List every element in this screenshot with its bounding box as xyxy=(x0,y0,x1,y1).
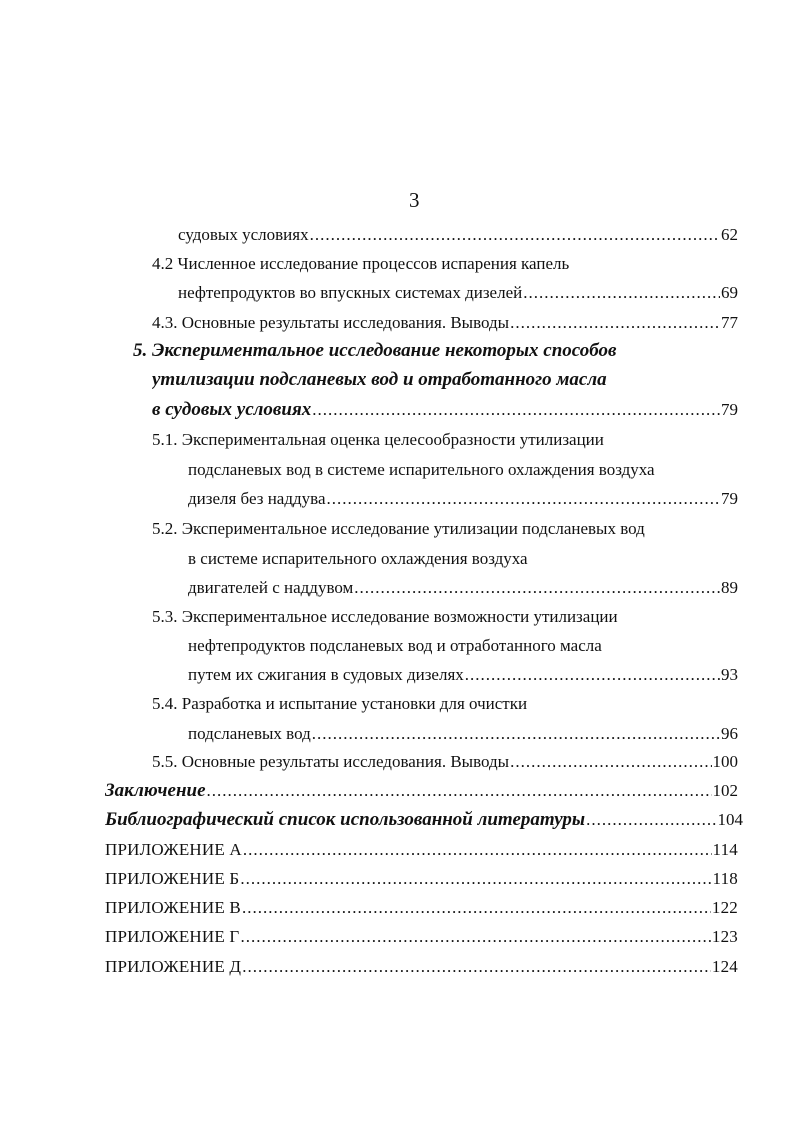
toc-chapter-heading xyxy=(152,369,752,391)
toc-entry xyxy=(152,312,738,334)
toc-entry xyxy=(188,664,738,686)
toc-entry-page: 124 xyxy=(711,957,738,976)
toc-entry-title: нефтепродуктов подсланевых вод и отработанного масла xyxy=(188,636,602,655)
toc-entry-title: ПРИЛОЖЕНИЕ А xyxy=(105,840,242,859)
toc-entry xyxy=(178,224,738,246)
toc-entry xyxy=(188,548,738,570)
toc-chapter-heading xyxy=(152,399,738,421)
toc-entry xyxy=(188,723,738,745)
toc-appendix-entry xyxy=(105,956,738,978)
toc-entry-title: нефтепродуктов во впускных системах дизелей xyxy=(178,283,523,302)
toc-entry xyxy=(152,253,738,275)
toc-leader-dots xyxy=(523,282,720,304)
toc-entry xyxy=(152,751,738,773)
toc-leader-dots xyxy=(310,224,720,246)
toc-entry-title: в системе испарительного охлаждения воздуха xyxy=(188,549,528,568)
toc-entry-page: 104 xyxy=(717,810,743,829)
toc-entry-title: 5.1. Экспериментальная оценка целесообразности утилизации xyxy=(152,430,604,449)
toc-entry-title: ПРИЛОЖЕНИЕ Г xyxy=(105,927,240,946)
toc-chapter-heading xyxy=(133,340,753,362)
toc-entry-title: 5.5. Основные результаты исследования. Выводы xyxy=(152,752,510,771)
toc-entry-title: ПРИЛОЖЕНИЕ Б xyxy=(105,869,240,888)
toc-entry-title: судовых условиях xyxy=(178,225,309,244)
toc-appendix-entry xyxy=(105,839,738,861)
toc-leader-dots xyxy=(240,926,710,948)
toc-leader-dots xyxy=(240,868,711,890)
toc-leader-dots xyxy=(243,839,712,861)
toc-entry xyxy=(188,577,738,599)
toc-entry-title: в судовых условиях xyxy=(152,399,312,420)
toc-entry xyxy=(152,429,742,451)
toc-entry-title: двигателей с наддувом xyxy=(188,578,354,597)
toc-appendix-entry xyxy=(105,926,738,948)
toc-entry-title: подсланевых вод в системе испарительного охлаждения воздуха xyxy=(188,460,655,479)
toc-entry-page: 69 xyxy=(721,283,738,302)
toc-leader-dots xyxy=(586,809,716,831)
toc-entry-page: 93 xyxy=(721,665,738,684)
toc-leader-dots xyxy=(312,723,720,745)
toc-entry-title: 5.3. Экспериментальное исследование возможности утилизации xyxy=(152,607,618,626)
toc-entry xyxy=(178,282,738,304)
toc-entry xyxy=(152,518,742,540)
toc-entry-title: 5.4. Разработка и испытание установки для очистки xyxy=(152,694,528,713)
toc-leader-dots xyxy=(465,664,720,686)
toc-entry xyxy=(188,488,738,510)
toc-entry-title: ПРИЛОЖЕНИЕ Д xyxy=(105,957,242,976)
toc-entry-page: 77 xyxy=(721,313,738,332)
toc-leader-dots xyxy=(207,780,712,802)
toc-entry-page: 123 xyxy=(711,927,738,946)
toc-entry xyxy=(188,635,738,657)
toc-entry-page: 89 xyxy=(721,578,738,597)
toc-leader-dots xyxy=(312,399,720,421)
toc-leader-dots xyxy=(242,897,711,919)
toc-entry-page: 62 xyxy=(721,225,738,244)
toc-chapter-heading xyxy=(105,780,738,802)
toc-leader-dots xyxy=(242,956,711,978)
toc-entry-page: 96 xyxy=(721,724,738,743)
toc-entry-title: утилизации подсланевых вод и отработанного масла xyxy=(152,369,607,390)
toc-entry-page: 100 xyxy=(712,752,738,771)
toc-entry-title: ПРИЛОЖЕНИЕ В xyxy=(105,898,241,917)
toc-entry-page: 79 xyxy=(721,400,738,419)
page-number: 3 xyxy=(409,188,420,212)
toc-entry xyxy=(152,693,742,715)
toc-entry-page: 118 xyxy=(712,869,738,888)
toc-leader-dots xyxy=(510,312,720,334)
toc-entry-page: 102 xyxy=(712,781,738,800)
toc-entry xyxy=(188,459,748,481)
toc-entry-page: 122 xyxy=(711,898,738,917)
toc-entry-page: 79 xyxy=(721,489,738,508)
toc-entry-page: 114 xyxy=(712,840,738,859)
toc-entry-title: подсланевых вод xyxy=(188,724,311,743)
toc-appendix-entry xyxy=(105,868,738,890)
toc-chapter-heading xyxy=(105,809,743,831)
toc-entry-title: 5. Экспериментальное исследование некоторых способов xyxy=(133,340,617,361)
toc-entry-title: 4.2 Численное исследование процессов испарения капель xyxy=(152,254,570,273)
toc-entry xyxy=(152,606,742,628)
toc-appendix-entry xyxy=(105,897,738,919)
toc-entry-title: дизеля без наддува xyxy=(188,489,326,508)
toc-leader-dots xyxy=(510,751,711,773)
toc-entry-title: путем их сжигания в судовых дизелях xyxy=(188,665,464,684)
toc-entry-title: 5.2. Экспериментальное исследование утилизации подсланевых вод xyxy=(152,519,645,538)
toc-entry-title: Библиографический список использованной литературы xyxy=(105,809,586,830)
toc-leader-dots xyxy=(327,488,721,510)
toc-entry-title: 4.3. Основные результаты исследования. Выводы xyxy=(152,313,510,332)
toc-leader-dots xyxy=(354,577,720,599)
toc-entry-title: Заключение xyxy=(105,780,206,801)
